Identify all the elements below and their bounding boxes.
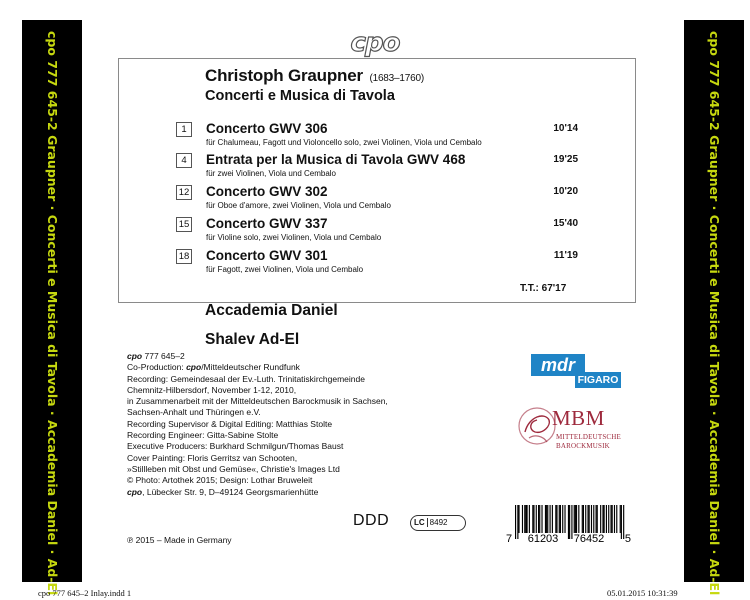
track-duration: 19'25 <box>553 154 578 165</box>
track-item <box>176 216 586 248</box>
ensemble-name: Accademia Daniel <box>205 302 338 319</box>
mdr-figaro-logo <box>531 354 621 390</box>
track-number: 1 <box>176 122 192 137</box>
barcode-bar <box>596 505 597 533</box>
barcode-bar <box>608 505 609 533</box>
phonogram-notice: ℗ 2015 – Made in Germany <box>127 535 232 545</box>
track-item <box>176 152 586 184</box>
catalog-line <box>127 351 427 362</box>
track-title: Concerto GWV 337 <box>206 216 328 231</box>
barcode-bar <box>527 505 528 533</box>
barcode-bar <box>564 505 565 533</box>
barcode-bar <box>556 505 557 533</box>
print-footer-file: cpo 777 645–2 Inlay.indd 1 <box>38 588 132 598</box>
barcode-bar <box>525 505 526 533</box>
track-duration: 10'14 <box>553 123 578 134</box>
barcode-bar <box>600 505 601 533</box>
barcode-bar <box>518 505 519 533</box>
barcode-bar <box>574 505 575 533</box>
barcode-bar <box>524 505 525 533</box>
track-instrumentation: für Oboe d'amore, zwei Violinen, Viola und Cembalo <box>206 201 391 210</box>
album-title: Concerti e Musica di Tavola <box>205 88 395 104</box>
barcode-bar <box>616 505 617 533</box>
address-line <box>127 487 427 498</box>
barcode-bar <box>541 505 542 533</box>
track-duration: 15'40 <box>553 218 578 229</box>
barcode-bar <box>545 505 546 533</box>
track-instrumentation: für zwei Violinen, Viola und Cembalo <box>206 169 337 178</box>
barcode-bar <box>533 505 534 533</box>
barcode-bar <box>585 505 586 533</box>
barcode-bar <box>550 505 551 533</box>
barcode-bar <box>517 505 518 539</box>
track-item <box>176 121 586 153</box>
label-code-badge <box>410 515 466 531</box>
barcode-bar <box>532 505 533 533</box>
barcode-bar <box>610 505 611 533</box>
barcode-bar <box>569 505 570 539</box>
track-instrumentation: für Violine solo, zwei Violinen, Viola und Cembalo <box>206 233 382 242</box>
credit-line: Executive Producers: Burkhard Schmilgun/Thomas Baust <box>127 441 344 452</box>
credit-line: »Stillleben mit Obst und Gemüse«, Christie's Images Ltd <box>127 463 340 474</box>
track-title: Entrata per la Musica di Tavola GWV 468 <box>206 152 466 167</box>
barcode-bar <box>555 505 556 533</box>
right-spine-text: cpo 777 645-2 Graupner · Concerti e Musica di Tavola · Accademia Daniel · Ad-El <box>707 31 722 596</box>
address-brand: cpo <box>127 486 143 497</box>
figaro-logo: FIGARO <box>575 372 621 388</box>
track-item <box>176 248 586 280</box>
mbm-title: MBM <box>552 406 605 430</box>
barcode-bar <box>587 505 588 533</box>
track-instrumentation: für Fagott, zwei Violinen, Viola und Cembalo <box>206 265 364 274</box>
mbm-subtitle-2: BAROCKMUSIK <box>556 442 610 450</box>
total-time: T.T.: 67'17 <box>520 283 567 294</box>
barcode-bar <box>552 505 553 533</box>
barcode-bar <box>576 505 577 533</box>
barcode-bar <box>571 505 572 539</box>
barcode-bar <box>522 505 523 533</box>
barcode-bar <box>589 505 590 533</box>
address-text: , Lübecker Str. 9, D–49124 Georgsmarienhütte <box>142 486 319 497</box>
track-number: 4 <box>176 153 192 168</box>
credits-block <box>127 351 427 498</box>
track-number: 12 <box>176 185 192 200</box>
barcode-bar <box>593 505 594 533</box>
barcode-bar <box>620 505 621 533</box>
barcode-bar <box>575 505 576 533</box>
track-duration: 11'19 <box>553 250 578 261</box>
left-spine-text: cpo 777 645-2 Graupner · Concerti e Musica di Tavola · Accademia Daniel · Ad-El <box>45 31 60 596</box>
barcode-bar <box>606 505 607 533</box>
credit-line: Cover Painting: Floris Gerritsz van Schooten, <box>127 452 298 463</box>
barcode-bar <box>568 505 569 539</box>
barcode-bar <box>562 505 563 533</box>
credit-line: in Zusammenarbeit mit der Mitteldeutschen Barockmusik in Sachsen, <box>127 396 388 407</box>
track-instrumentation: für Chalumeau, Fagott und Violoncello solo, zwei Violinen, Viola und Cembalo <box>206 138 482 147</box>
print-footer-timestamp: 05.01.2015 10:31:39 <box>607 588 678 598</box>
credit-line: Recording Supervisor & Digital Editing: Matthias Stolte <box>127 418 333 429</box>
barcode-digits: 76452 <box>573 533 605 543</box>
credit-line: Recording Engineer: Gitta-Sabine Stolte <box>127 430 279 441</box>
barcode-bar <box>604 505 605 533</box>
barcode-bar <box>578 505 579 533</box>
coproduction-partner: /Mitteldeutscher Rundfunk <box>201 362 300 373</box>
composer-dates: (1683–1760) <box>369 73 424 84</box>
ddd-mark: DDD <box>353 512 390 529</box>
barcode-bar <box>583 505 584 533</box>
track-number: 18 <box>176 249 192 264</box>
track-number: 15 <box>176 217 192 232</box>
barcode-bar <box>614 505 615 533</box>
conductor-name: Shalev Ad-El <box>205 331 300 348</box>
coproduction-label: Co-Production: <box>127 362 187 373</box>
barcode-bar <box>546 505 547 533</box>
coproduction-line <box>127 362 427 373</box>
barcode-bar <box>560 505 561 533</box>
credit-line: Sachsen-Anhalt und Thüringen e.V. <box>127 407 261 418</box>
track-title: Concerto GWV 302 <box>206 184 328 199</box>
barcode-digits: 7 <box>506 533 513 543</box>
mbm-logo <box>515 398 625 460</box>
catalog-number: 777 645–2 <box>142 351 185 361</box>
catalog-brand: cpo <box>127 351 143 361</box>
credit-line: Recording: Gemeindesaal der Ev.-Luth. Trinitatiskirchgemeinde <box>127 373 365 384</box>
credit-line: Chemnitz-Hilbersdorf, November 1-12, 2010, <box>127 384 297 395</box>
barcode-bar <box>602 505 603 533</box>
composer-name <box>205 66 424 86</box>
mdr-logo: mdr <box>531 354 585 376</box>
left-spine <box>22 20 82 596</box>
barcode-bar <box>529 505 530 533</box>
right-spine <box>684 20 744 596</box>
mbm-subtitle-1: MITTELDEUTSCHE <box>556 433 622 441</box>
track-duration: 10'20 <box>553 186 578 197</box>
track-title: Concerto GWV 306 <box>206 121 328 136</box>
barcode-digits: 61203 <box>527 533 559 543</box>
barcode-bar <box>536 505 537 533</box>
coproduction-brand: cpo <box>186 362 202 373</box>
barcode-bar <box>582 505 583 533</box>
barcode-bar <box>621 505 622 539</box>
credit-line: © Photo: Artothek 2015; Design: Lothar Bruweleit <box>127 475 313 486</box>
composer-name-text: Christoph Graupner <box>205 66 363 85</box>
barcode-bar <box>591 505 592 533</box>
barcode-bar <box>538 505 539 533</box>
barcode-bar <box>559 505 560 533</box>
cpo-logo: cpo <box>350 28 400 58</box>
barcode-bar <box>539 505 540 533</box>
ean-barcode <box>503 505 633 543</box>
track-title: Concerto GWV 301 <box>206 248 328 263</box>
barcode-bar <box>612 505 613 533</box>
barcode-bar <box>515 505 516 539</box>
track-item <box>176 184 586 216</box>
label-code-number: 8492 <box>427 518 448 527</box>
barcode-digits: 5 <box>624 533 631 543</box>
barcode-bar <box>597 505 598 533</box>
label-code-prefix: LC <box>414 518 425 527</box>
barcode-bar <box>547 505 548 533</box>
